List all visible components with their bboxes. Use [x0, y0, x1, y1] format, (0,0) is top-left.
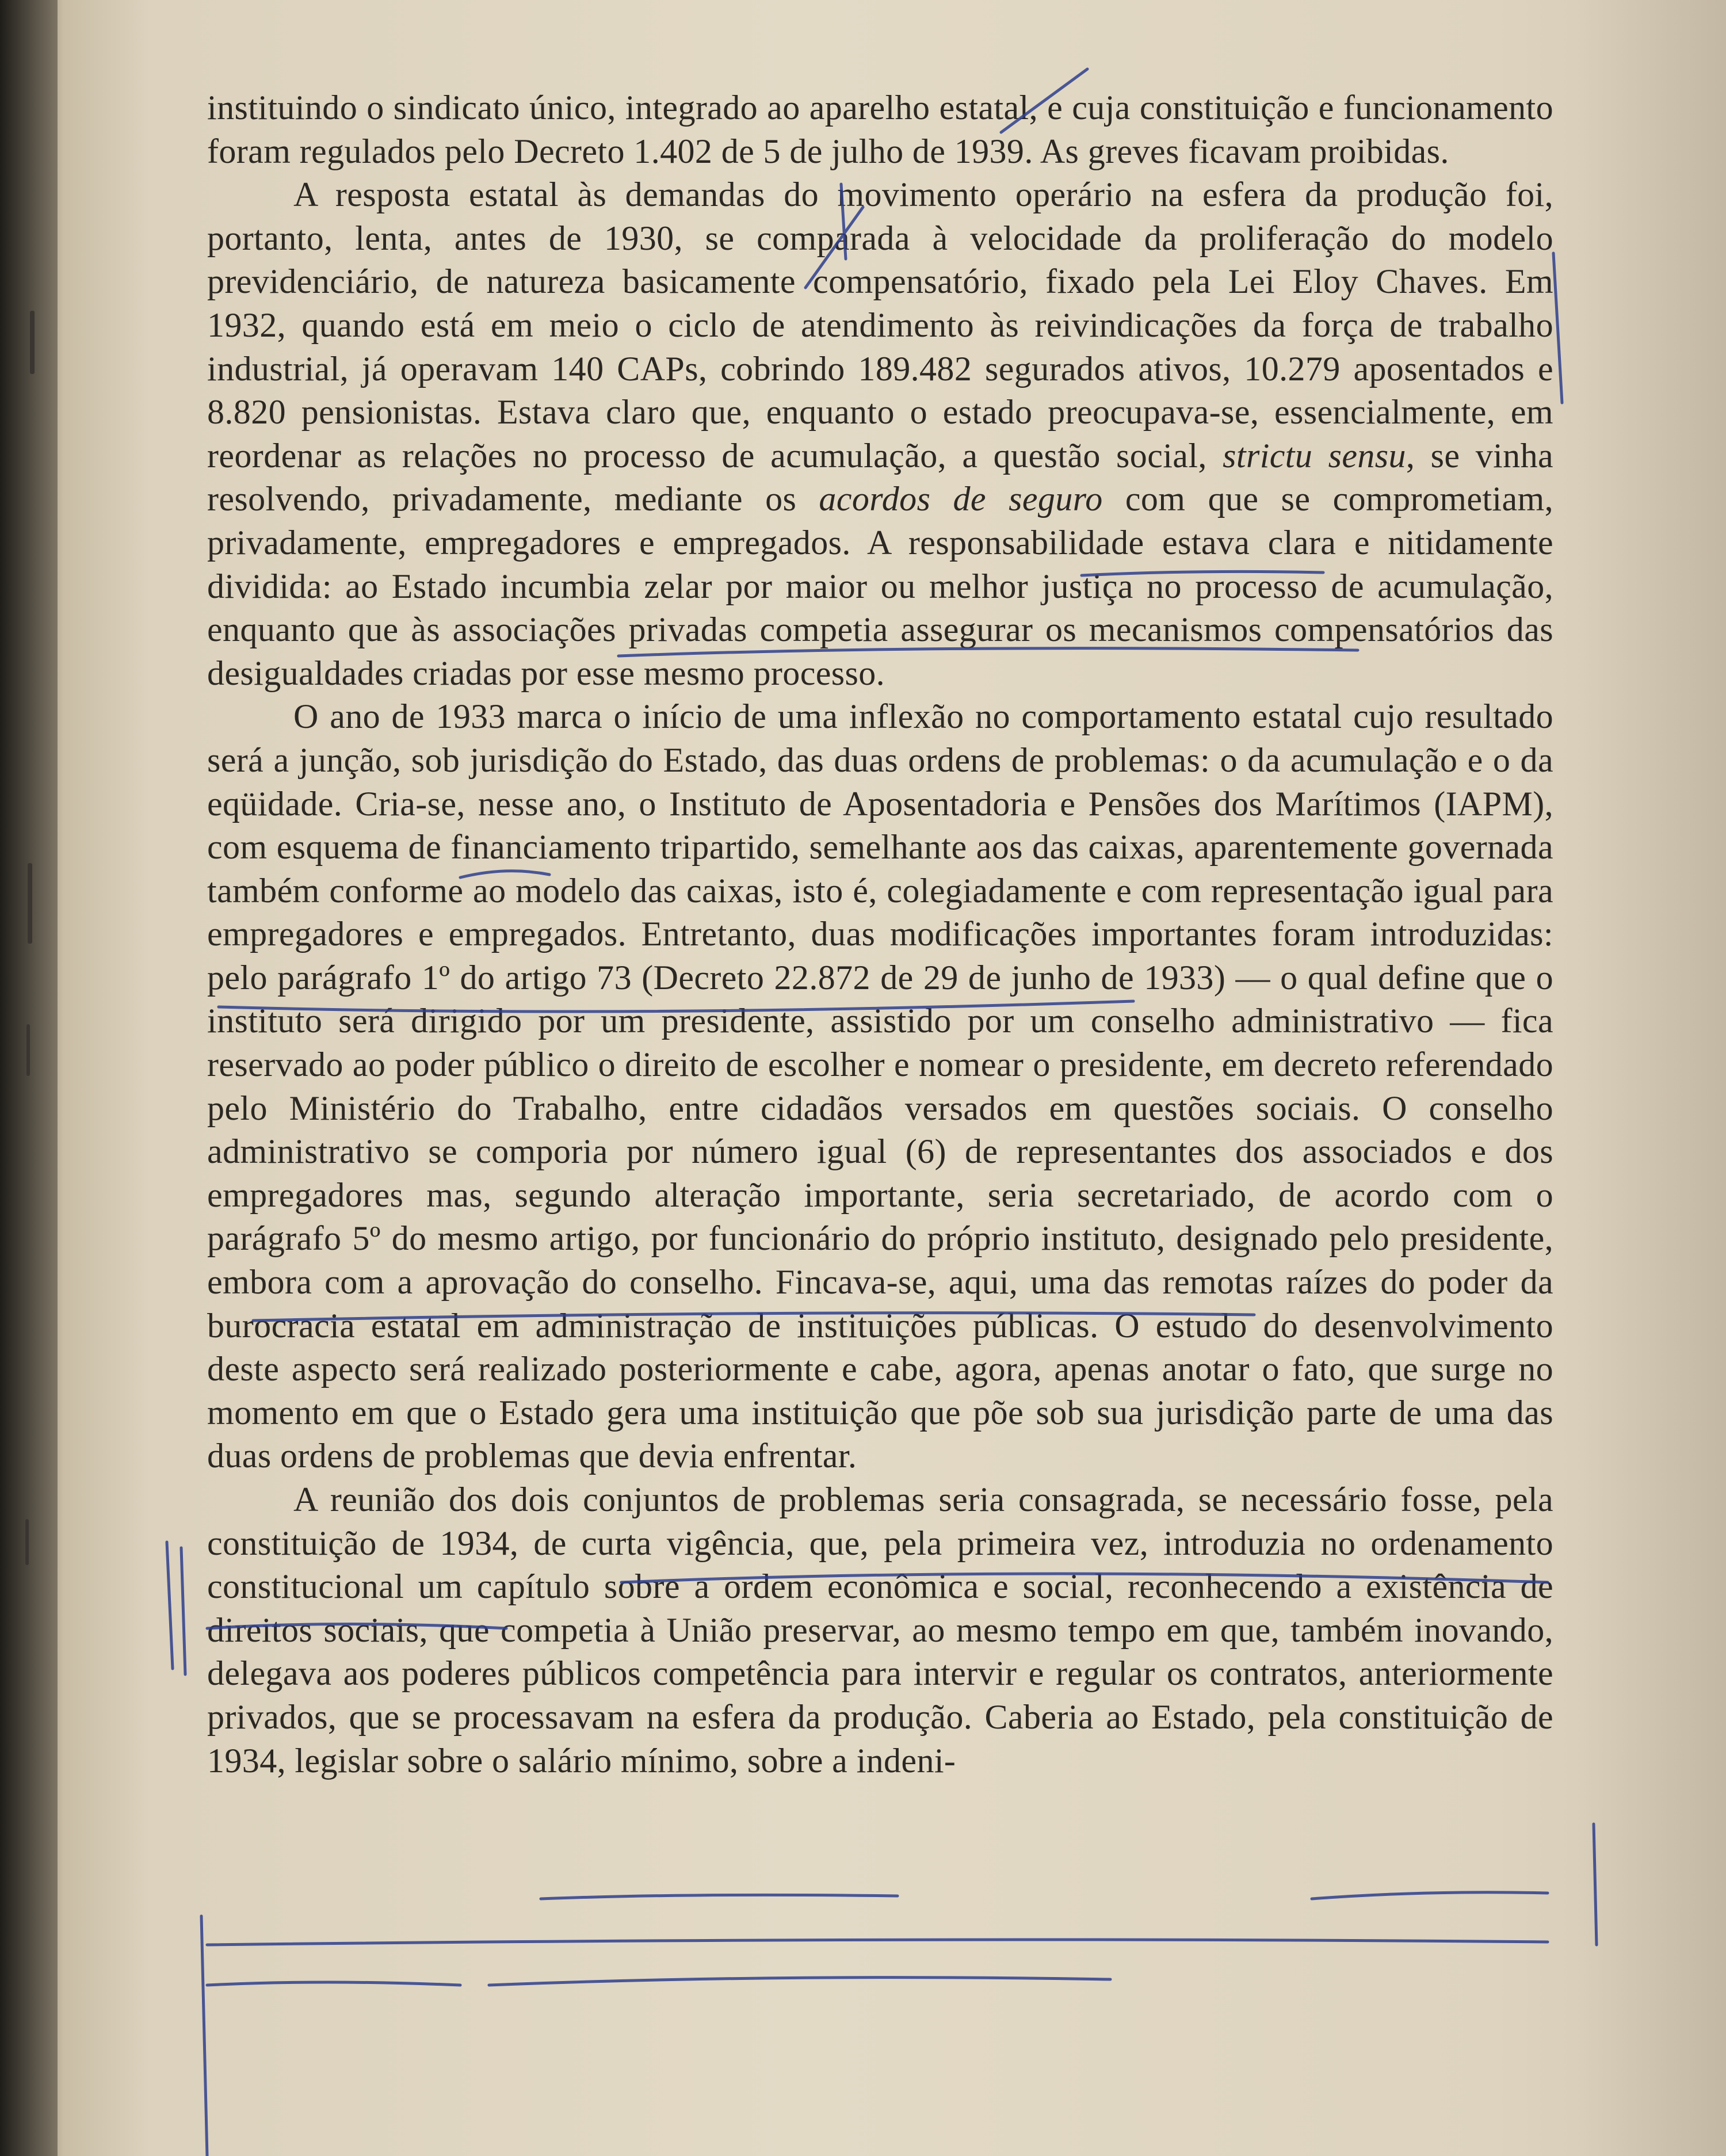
page-edge-shadow	[1576, 0, 1726, 2156]
paragraph-4: A reunião dos dois conjuntos de problemas seria consagrada, se necessário fosse, pela constituição de 1934, de curta vigência, que, pela primeira vez, introduzia no ordenamento constitucional um capítulo sobre a ordem econômica e social, reconhecendo a existência de direitos sociais, que competia à União preservar, ao mesmo tempo em que, também inovando, delegava aos poderes públicos competência para intervir e regular os contratos, anteriormente privados, que se processavam na esfera da produção. Caberia ao Estado, pela constituição de 1934, legislar sobre o salário mínimo, sobre a indeni-	[207, 1480, 1553, 1780]
paragraph-2-text-b: , se vinha resolvendo, privadamente, mediante os	[207, 436, 1553, 518]
paragraph-2-text-a: A resposta estatal às demandas do movimento operário na esfera da produção foi, portanto, lenta, antes de 1930, se comparada à velocidade da proliferação do modelo previdenciário, de natureza basicamente compensatório, fixado pela Lei Eloy Chaves. Em 1932, quando está em meio o ciclo de atendimento às reivindicações da força de trabalho industrial, já operavam 140 CAPs, cobrindo 189.482 segurados ativos, 10.279 aposentados e 8.820 pensionistas. Estava claro que, enquanto o estado preocupava-se, essencialmente, em reordenar as relações no processo de acumulação, a questão social,	[207, 175, 1553, 475]
paragraph-2	[207, 173, 1553, 695]
margin-mark	[25, 1519, 29, 1565]
page-text-block	[207, 86, 1553, 1783]
margin-mark	[26, 1024, 30, 1076]
book-spine-shadow	[0, 0, 58, 2156]
paragraph-3: O ano de 1933 marca o início de uma inflexão no comportamento estatal cujo resultado será a junção, sob jurisdição do Estado, das duas ordens de problemas: o da acumulação e o da eqüidade. Cria-se, nesse ano, o Instituto de Aposentadoria e Pensões dos Marítimos (IAPM), com esquema de financiamento tripartido, semelhante aos das caixas, aparentemente governada também conforme ao modelo das caixas, isto é, colegiadamente e com representação igual para empregadores e empregados. Entretanto, duas modificações importantes foram introduzidas: pelo parágrafo 1º do artigo 73 (Decreto 22.872 de 29 de junho de 1933) — o qual define que o instituto será dirigido por um presidente, assistido por um conselho administrativo — fica reservado ao poder público o direito de escolher e nomear o presidente, em decreto referendado pelo Ministério do Trabalho, entre cidadãos versados em questões sociais. O conselho administrativo se comporia por número igual (6) de representantes dos associados e dos empregadores mas, segundo alteração importante, seria secretariado, de acordo com o parágrafo 5º do mesmo artigo, por funcionário do próprio instituto, designado pelo presidente, embora com a aprovação do conselho. Fincava-se, aqui, uma das remotas raízes do poder da burocracia estatal em administração de instituições públicas. O estudo do desenvolvimento deste aspecto será realizado posteriormente e cabe, agora, apenas anotar o fato, que surge no momento em que o Estado gera uma instituição que põe sob sua jurisdição parte de uma das duas ordens de problemas que devia enfrentar.	[207, 697, 1553, 1475]
margin-mark	[28, 863, 32, 944]
paragraph-2-italic-acordos-de-seguro: acordos de seguro	[819, 480, 1103, 518]
paragraph-1: instituindo o sindicato único, integrado ao aparelho estatal, e cuja constituição e funcionamento foram regulados pelo Decreto 1.402 de 5 de julho de 1939. As greves ficavam proibidas.	[207, 89, 1553, 170]
margin-mark	[30, 311, 35, 374]
paragraph-2-text-c: com que se comprometiam, privadamente, empregadores e empregados. A responsabilidade estava clara e nitidamente dividida: ao Estado incumbia zelar por maior ou melhor justiça no processo de acumulação, enquanto que às associações privadas competia assegurar os mecanismos compensatórios das desigualdades criadas por esse mesmo processo.	[207, 480, 1554, 692]
paragraph-2-italic-strictu-sensu: strictu sensu	[1223, 436, 1406, 475]
